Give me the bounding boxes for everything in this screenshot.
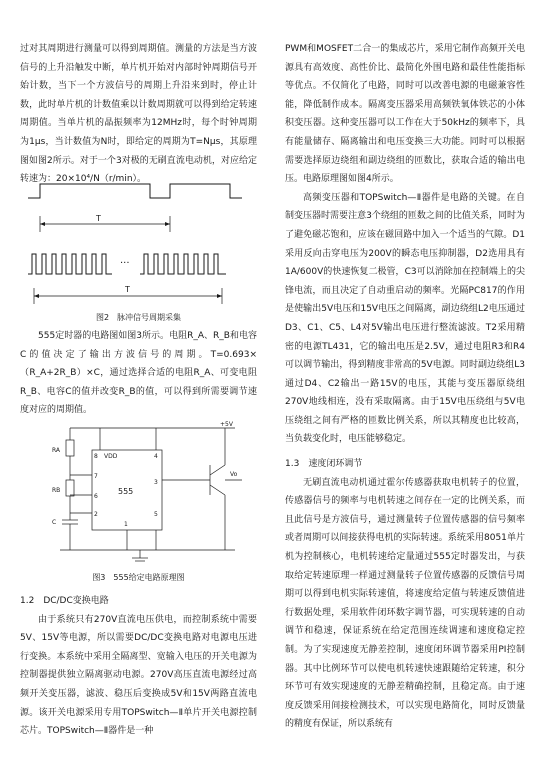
svg-text:C: C: [52, 519, 57, 526]
fig2-label-T1: T: [96, 214, 101, 223]
left-paragraph-3: 由于系统只有270V直流电压供电，而控制系统中需要5V、15V等电源，所以需要DC/DC变换电路对电源电压进行变换。本系统中采用全隔离型、宽输入电压的开关电源为控制器提供独立隔离驱动电源。270V高压直流电源经过高频开关变压器，滤波、稳压后变换成5V和15V两路直流电源。该开关电源采用专用TOPSwitch—Ⅱ单片开关电源控制芯片。TOPSwitch—Ⅱ器件是一种: [20, 614, 257, 737]
figure-2-caption: 图2 脉冲信号周期采集: [95, 313, 182, 322]
fig3-output-label: Vo: [230, 471, 238, 478]
svg-text:6: 6: [94, 493, 98, 500]
svg-text:RB: RB: [52, 487, 61, 494]
section-1-2-title: 1.2 DC/DC变换电路: [20, 596, 109, 606]
svg-text:+5V: +5V: [220, 421, 233, 428]
section-1-3-title: 1.3 速度闭环调节: [285, 459, 363, 470]
svg-text:1: 1: [124, 521, 128, 528]
right-column: [285, 40, 525, 734]
svg-text:5: 5: [154, 511, 158, 518]
left-column-bottom: [20, 592, 257, 741]
svg-text:RA: RA: [52, 447, 61, 454]
svg-text:7: 7: [94, 473, 98, 480]
svg-text:8: 8: [94, 453, 98, 460]
right-paragraph-3: 无刷直流电动机通过霍尔传感器获取电机转子的位置，传感器信号的频率与电机转速之间存在一定的比例关系，而且此信号是方波信号，通过测量转子位置传感器的信号频率或者周期可以间接获得电机的实际转速。系统采用8051单片机为控制核心，电机转速给定量通过555定时器发出，与获取给定转速原理一样通过测量转子位置传感器的反馈信号周期可以得到电机实际转速值，将速度给定值与转速反馈值进行数据处理，采用软件闭环数字调节器，可实现转速的自动调节和稳速，保证系统在给定范围连续调速和速度稳定控制。为了实现速度无静差控制，速度闭环调节器采用PI控制器。其中比例环节可以使电机转速快速跟随给定转速，积分环节可有效实现速度的无静差精确控制，且稳定高。由于速度反馈采用间接检测技术，可以实现电路简化，同时反馈量的精度有保证，所以系统有: [285, 477, 525, 730]
fig3-resistor-rb: [66, 480, 74, 496]
left-column-middle: [20, 327, 257, 420]
left-column-top: [20, 40, 257, 189]
right-paragraph-2: 高频变压器和TOPSwitch—Ⅱ器件是电路的关键。在自制变压器时需要注意3个绕组的匝数之间的比值关系，同时为了避免磁芯饱和，应该在磁回路中加入一个适当的气隙。D1采用反向击穿电压为200V的瞬态电压抑制器，D2选用具有1A/600V的快速恢复二极管，C3可以消除加在控制端上的尖锋电流，而且决定了自动重启动的频率。光隔PC817的作用是使输出5V电压和15V电压之间隔离，副边绕组L2电压通过D3、C1、C5、L4对5V输出电压进行整流滤波。T2采用精密的电源TL431，它的输出电压是2.5V，通过电阻R3和R4可以调节输出，得到精度非常高的5V电源。同时副边绕组L3通过D4、C2输出一路15V的电压，其能与变压器原绕组270V地线相连，没有采取隔离。由于15V电压绕组与5V电压绕组之间有严格的匝数比例关系，所以其精度也比较高，当负载变化时，电压能够稳定。: [285, 192, 525, 445]
fig3-chip-label: 555: [118, 487, 134, 496]
svg-text:3: 3: [154, 479, 158, 486]
right-paragraph-1: PWM和MOSFET二合一的集成芯片，采用它制作高频开关电源具有高效度、高性价比、最简化外围电路和最佳性能指标等优点。不仅简化了电路，同时可以改善电源的电磁兼容性能，降低制作成本。隔离变压器采用高频铁氧体铁芯的小体积变压器。这种变压器可以工作在大于50kHz的频率下，具有能量储存、隔离输出和电压变换三大功能。同时可以根据需要选择原边绕组和副边绕组的匝数比，获取合适的输出电压。电路原理图如图4所示。: [285, 44, 525, 185]
figure-2-pulse-diagram: [20, 176, 257, 316]
left-paragraph-1: 过对其周期进行测量可以得到周期值。测量的方法是当方波信号的上升沿触发中断，单片机开始对内部时钟周期信号开始计数，当下一个方波信号的周期上升沿来到时，停止计数，此时单片机的计数值乘以计数周期就可以得到给定转速周期值。当单片机的晶振频率为12MHz时，每个时钟周期为1μs，当计数值为N时，即给定的周期为T=Nμs，其原理图如图2所示。对于一个3对极的无刷直流电动机，对应给定转速为：20×10⁴/N（r/min）。: [20, 44, 257, 185]
fig3-resistor-ra: [66, 440, 74, 456]
figure-3-caption: 图3 555给定电路原理图: [92, 573, 185, 582]
svg-text:2: 2: [94, 511, 98, 518]
fig2-ellipsis: ···: [120, 258, 130, 269]
svg-text:4: 4: [154, 453, 158, 460]
left-paragraph-2: 555定时器的电路图如图3所示。电阻R_A、R_B和电容C的值决定了输出方波信号的周期。T=0.693×（R_A+2R_B）×C，通过选择合适的电阻R_A、可变电阻R_B、电容C的值并改变R_B的值，可以得到所需要调节速度对应的周期值。: [20, 331, 257, 416]
fig2-label-T2: T: [125, 285, 130, 294]
figure-3-555-circuit: [20, 420, 257, 570]
fig2-top-waveform: [28, 184, 242, 198]
fig2-clock-waveform: [28, 254, 112, 274]
svg-text:VDD: VDD: [104, 453, 118, 460]
